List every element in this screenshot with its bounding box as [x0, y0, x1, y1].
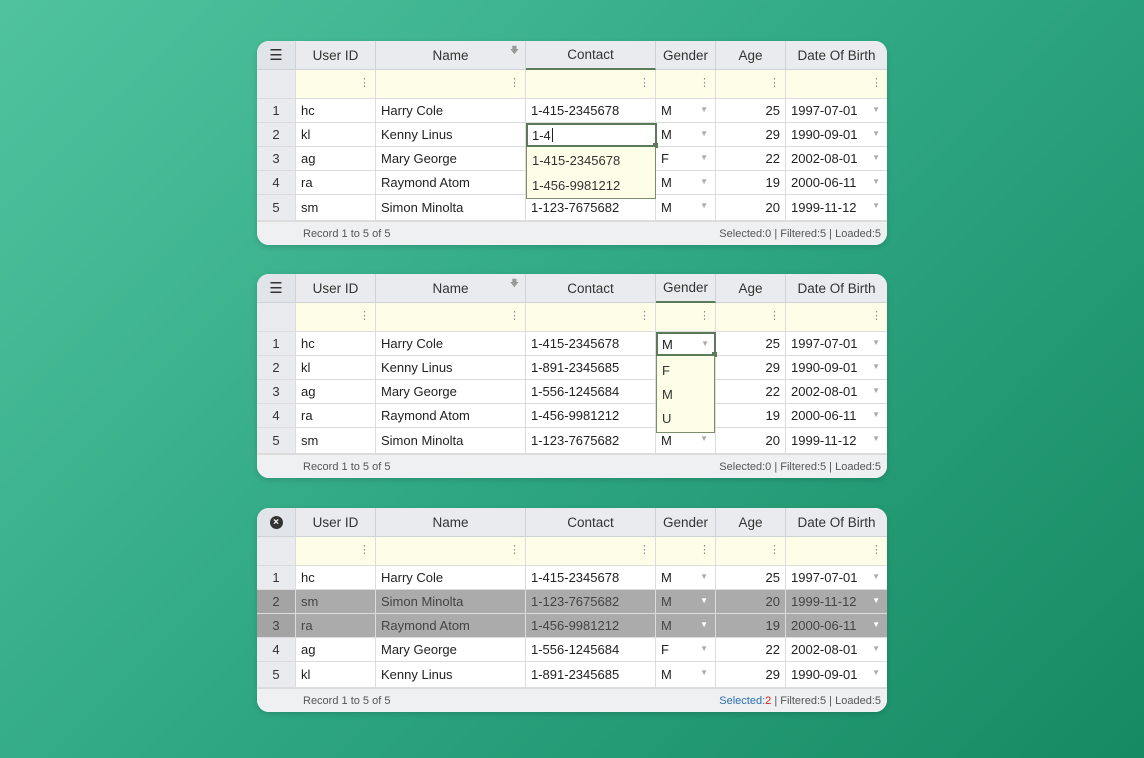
cell-user-id[interactable]: sm	[296, 590, 376, 614]
cell-value: 1997-07-01	[791, 103, 858, 118]
dropdown-arrow-icon[interactable]: ▼	[700, 572, 708, 581]
cell-value: M	[661, 570, 672, 585]
cell-age[interactable]: 22	[716, 147, 786, 171]
gender-cell-editor[interactable]	[656, 332, 716, 356]
cell-value: M	[661, 667, 672, 682]
cell-age[interactable]: 20	[716, 590, 786, 614]
cell-user-id[interactable]: sm	[296, 195, 376, 221]
editor-value: 1-4	[532, 127, 551, 143]
cell-gender[interactable]	[656, 147, 716, 171]
dropdown-arrow-icon[interactable]: ▼	[872, 362, 880, 371]
cell-date-of-birth[interactable]	[786, 566, 887, 590]
filter-user-id[interactable]	[296, 303, 376, 332]
dropdown-arrow-icon[interactable]: ▼	[872, 105, 880, 114]
contact-cell-editor[interactable]	[526, 123, 657, 147]
cell-gender[interactable]	[656, 99, 716, 123]
row-number[interactable]: 1	[257, 332, 296, 356]
row-number[interactable]: 4	[257, 171, 296, 195]
cell-value: 2002-08-01	[791, 642, 858, 657]
filter-menu-icon[interactable]: ⋮	[359, 544, 370, 556]
dropdown-arrow-icon[interactable]: ▼	[700, 153, 708, 162]
column-header-name[interactable]	[376, 274, 526, 303]
filter-menu-icon[interactable]: ⋮	[509, 77, 520, 89]
selected-count: Selected:0	[719, 461, 772, 473]
gender-options-list	[656, 356, 715, 433]
gender-option[interactable]: U	[662, 410, 672, 426]
cell-age[interactable]: 20	[716, 195, 786, 221]
record-count: Record 1 to 5 of 5	[303, 228, 391, 240]
loaded-count: Loaded:5	[835, 461, 881, 473]
column-header-date-of-birth[interactable]: Date Of Birth	[786, 274, 887, 303]
cell-value: M	[661, 103, 672, 118]
dropdown-arrow-icon[interactable]: ▼	[701, 339, 709, 348]
cell-user-id[interactable]: kl	[296, 662, 376, 688]
hamburger-menu-icon[interactable]: ☰	[269, 47, 283, 64]
cell-date-of-birth[interactable]	[786, 614, 887, 638]
header-row	[257, 508, 887, 537]
selected-count: Selected:0	[719, 228, 772, 240]
cell-gender[interactable]	[656, 171, 716, 195]
filter-menu-icon[interactable]: ⋮	[699, 77, 710, 89]
cell-user-id[interactable]: ag	[296, 147, 376, 171]
filter-menu-icon[interactable]: ⋮	[871, 310, 882, 322]
column-header-label: Name	[432, 280, 469, 296]
selected-label: Selected:	[719, 695, 766, 707]
record-count: Record 1 to 5 of 5	[303, 695, 391, 707]
cell-gender[interactable]	[656, 662, 716, 688]
row-number[interactable]: 5	[257, 662, 296, 688]
cell-value: 1999-11-12	[791, 594, 857, 609]
cell-value: M	[661, 433, 672, 448]
row-number[interactable]: 5	[257, 195, 296, 221]
dropdown-arrow-icon[interactable]: ▼	[700, 434, 708, 443]
cell-value: 2002-08-01	[791, 384, 858, 399]
cell-name[interactable]: Raymond Atom	[376, 404, 526, 428]
dropdown-arrow-icon[interactable]: ▼	[700, 177, 708, 186]
dropdown-arrow-icon[interactable]: ▼	[872, 338, 880, 347]
cell-name[interactable]: Kenny Linus	[376, 356, 526, 380]
cell-name[interactable]: Mary George	[376, 147, 526, 171]
filter-gender[interactable]	[656, 70, 716, 99]
cell-value: M	[661, 618, 672, 633]
cell-gender[interactable]	[656, 590, 716, 614]
grid-menu-button[interactable]	[257, 274, 296, 303]
filter-menu-icon[interactable]: ⋮	[509, 310, 520, 322]
row-number[interactable]: 2	[257, 356, 296, 380]
autocomplete-option[interactable]: 1-456-9981212	[532, 177, 621, 193]
grid-menu-button[interactable]	[257, 41, 296, 70]
table-row[interactable]	[257, 404, 887, 428]
table-row-selected[interactable]	[257, 590, 887, 614]
table-row[interactable]	[257, 332, 887, 356]
cell-name[interactable]: Harry Cole	[376, 332, 526, 356]
row-number[interactable]: 4	[257, 638, 296, 662]
grid-2	[257, 274, 887, 478]
cell-value: 1990-09-01	[791, 360, 858, 375]
grid-stats: Selected:2 | Filtered:5 | Loaded:5	[719, 695, 881, 707]
filter-row	[257, 537, 887, 566]
cell-date-of-birth[interactable]	[786, 195, 887, 221]
cell-contact[interactable]: 1-556-1245684	[526, 380, 656, 404]
header-row	[257, 41, 887, 70]
cell-value: 2000-06-11	[791, 618, 857, 633]
cell-user-id[interactable]: ra	[296, 404, 376, 428]
column-header-age[interactable]: Age	[716, 274, 786, 303]
filter-name[interactable]	[376, 303, 526, 332]
dropdown-arrow-icon[interactable]: ▼	[872, 668, 880, 677]
dropdown-arrow-icon[interactable]: ▼	[700, 105, 708, 114]
filter-age[interactable]	[716, 70, 786, 99]
filter-menu-icon[interactable]: ⋮	[871, 77, 882, 89]
selected-count: 2	[765, 695, 772, 707]
cell-contact[interactable]: 1-123-7675682	[526, 195, 656, 221]
grid-stats: Selected:0 | Filtered:5 | Loaded:5	[719, 228, 881, 240]
cell-age[interactable]: 25	[716, 99, 786, 123]
cell-name[interactable]: Raymond Atom	[376, 171, 526, 195]
table-row[interactable]	[257, 662, 887, 688]
cell-name[interactable]: Simon Minolta	[376, 590, 526, 614]
cell-date-of-birth[interactable]	[786, 428, 887, 454]
autocomplete-option[interactable]: 1-415-2345678	[532, 152, 621, 168]
clear-selection-button[interactable]	[257, 508, 296, 537]
filter-menu-icon[interactable]: ⋮	[871, 544, 882, 556]
filter-user-id[interactable]	[296, 537, 376, 566]
grid-3	[257, 508, 887, 712]
filter-corner	[257, 303, 296, 332]
dropdown-arrow-icon[interactable]: ▼	[872, 201, 880, 210]
cell-age[interactable]: 29	[716, 356, 786, 380]
grid-stats: Selected:0 | Filtered:5 | Loaded:5	[719, 461, 881, 473]
column-header-date-of-birth[interactable]: Date Of Birth	[786, 41, 887, 70]
dropdown-arrow-icon[interactable]: ▼	[700, 620, 708, 629]
cell-age[interactable]: 25	[716, 332, 786, 356]
cell-user-id[interactable]: hc	[296, 99, 376, 123]
column-header-gender[interactable]: Gender	[656, 508, 716, 537]
cell-name[interactable]: Raymond Atom	[376, 614, 526, 638]
filter-corner	[257, 537, 296, 566]
filter-menu-icon[interactable]: ⋮	[769, 310, 780, 322]
row-number[interactable]: 2	[257, 590, 296, 614]
loaded-count: Loaded:5	[835, 228, 881, 240]
row-number[interactable]: 1	[257, 99, 296, 123]
column-header-age[interactable]: Age	[716, 508, 786, 537]
filter-name[interactable]	[376, 537, 526, 566]
row-number[interactable]: 1	[257, 566, 296, 590]
column-header-label: Name	[432, 47, 469, 63]
column-header-user-id[interactable]: User ID	[296, 41, 376, 70]
cell-name[interactable]: Mary George	[376, 380, 526, 404]
row-number[interactable]: 2	[257, 123, 296, 147]
dropdown-arrow-icon[interactable]: ▼	[872, 572, 880, 581]
filter-contact[interactable]	[526, 303, 656, 332]
cell-age[interactable]: 19	[716, 404, 786, 428]
filter-user-id[interactable]	[296, 70, 376, 99]
column-header-contact[interactable]: Contact	[526, 274, 656, 303]
column-header-user-id[interactable]: User ID	[296, 508, 376, 537]
cell-name[interactable]: Simon Minolta	[376, 428, 526, 454]
filter-menu-icon[interactable]: ⋮	[509, 544, 520, 556]
cell-age[interactable]: 29	[716, 123, 786, 147]
record-count: Record 1 to 5 of 5	[303, 461, 391, 473]
cell-contact[interactable]: 1-123-7675682	[526, 428, 656, 454]
dropdown-arrow-icon[interactable]: ▼	[872, 386, 880, 395]
cell-value: 2000-06-11	[791, 408, 857, 423]
filter-menu-icon[interactable]: ⋮	[769, 77, 780, 89]
grid-footer	[257, 454, 887, 478]
filter-menu-icon[interactable]: ⋮	[359, 77, 370, 89]
column-header-date-of-birth[interactable]: Date Of Birth	[786, 508, 887, 537]
cell-user-id[interactable]: kl	[296, 123, 376, 147]
row-number[interactable]: 5	[257, 428, 296, 454]
filter-age[interactable]	[716, 537, 786, 566]
cell-age[interactable]: 19	[716, 171, 786, 195]
row-number[interactable]: 3	[257, 614, 296, 638]
filter-contact[interactable]	[526, 537, 656, 566]
cell-contact[interactable]: 1-891-2345685	[526, 356, 656, 380]
dropdown-arrow-icon[interactable]: ▼	[872, 177, 880, 186]
row-number[interactable]: 4	[257, 404, 296, 428]
dropdown-arrow-icon[interactable]: ▼	[700, 644, 708, 653]
loaded-count: Loaded:5	[835, 695, 881, 707]
column-header-name[interactable]	[376, 41, 526, 70]
cell-name[interactable]: Harry Cole	[376, 99, 526, 123]
filter-gender[interactable]	[656, 537, 716, 566]
cell-user-id[interactable]: sm	[296, 428, 376, 454]
table-row[interactable]	[257, 99, 887, 123]
table-row-selected[interactable]	[257, 614, 887, 638]
dropdown-arrow-icon[interactable]: ▼	[700, 596, 708, 605]
cell-date-of-birth[interactable]	[786, 404, 887, 428]
filter-menu-icon[interactable]: ⋮	[699, 310, 710, 322]
cell-value: 1990-09-01	[791, 127, 858, 142]
filter-gender[interactable]	[656, 303, 716, 332]
column-header-contact[interactable]: Contact	[526, 41, 656, 70]
cell-age[interactable]: 29	[716, 662, 786, 688]
cell-value: M	[661, 594, 672, 609]
table-row[interactable]	[257, 566, 887, 590]
table-row[interactable]	[257, 380, 887, 404]
cell-contact[interactable]: 1-415-2345678	[526, 332, 656, 356]
grid-footer	[257, 221, 887, 245]
cell-value: M	[661, 175, 672, 190]
hamburger-menu-icon[interactable]: ☰	[269, 280, 283, 297]
filter-menu-icon[interactable]: ⋮	[699, 544, 710, 556]
filter-row	[257, 303, 887, 332]
cell-date-of-birth[interactable]	[786, 123, 887, 147]
column-header-contact[interactable]: Contact	[526, 508, 656, 537]
cell-gender[interactable]	[656, 123, 716, 147]
column-header-gender[interactable]: Gender	[656, 41, 716, 70]
cell-contact[interactable]: 1-456-9981212	[526, 404, 656, 428]
editor-value: M	[662, 336, 673, 352]
cell-name[interactable]: Kenny Linus	[376, 123, 526, 147]
cell-user-id[interactable]: ra	[296, 171, 376, 195]
filter-name[interactable]	[376, 70, 526, 99]
filter-menu-icon[interactable]: ⋮	[359, 310, 370, 322]
column-header-user-id[interactable]: User ID	[296, 274, 376, 303]
cell-contact[interactable]: 1-456-9981212	[526, 614, 656, 638]
cell-value: 2002-08-01	[791, 151, 858, 166]
cell-value: 1999-11-12	[791, 433, 857, 448]
filter-date-of-birth[interactable]	[786, 303, 887, 332]
cell-contact[interactable]: 1-123-7675682	[526, 590, 656, 614]
cell-user-id[interactable]: hc	[296, 332, 376, 356]
cell-user-id[interactable]: ra	[296, 614, 376, 638]
dropdown-arrow-icon[interactable]: ▼	[872, 153, 880, 162]
gender-option[interactable]: M	[662, 386, 673, 402]
row-number[interactable]: 3	[257, 380, 296, 404]
cell-date-of-birth[interactable]	[786, 380, 887, 404]
row-number[interactable]: 3	[257, 147, 296, 171]
dropdown-arrow-icon[interactable]: ▼	[872, 129, 880, 138]
cell-age[interactable]: 22	[716, 638, 786, 662]
filter-corner	[257, 70, 296, 99]
close-circle-icon[interactable]: ×	[270, 516, 283, 529]
filter-date-of-birth[interactable]	[786, 537, 887, 566]
cell-name[interactable]: Harry Cole	[376, 566, 526, 590]
grid-1	[257, 41, 887, 245]
filter-menu-icon[interactable]: ⋮	[769, 544, 780, 556]
cell-user-id[interactable]: hc	[296, 566, 376, 590]
cell-value: 2000-06-11	[791, 175, 857, 190]
cell-gender[interactable]	[656, 614, 716, 638]
dropdown-arrow-icon[interactable]: ▼	[872, 596, 880, 605]
cell-name[interactable]: Simon Minolta	[376, 195, 526, 221]
table-row[interactable]	[257, 638, 887, 662]
cell-value: M	[661, 200, 672, 215]
filter-row	[257, 70, 887, 99]
cell-value: 1997-07-01	[791, 570, 858, 585]
cell-date-of-birth[interactable]	[786, 147, 887, 171]
filter-menu-icon[interactable]: ⋮	[639, 544, 650, 556]
dropdown-arrow-icon[interactable]: ▼	[872, 620, 880, 629]
cell-contact[interactable]: 1-415-2345678	[526, 566, 656, 590]
dropdown-arrow-icon[interactable]: ▼	[872, 410, 880, 419]
cell-user-id[interactable]: kl	[296, 356, 376, 380]
cell-value: M	[661, 127, 672, 142]
cell-contact[interactable]: 1-415-2345678	[526, 99, 656, 123]
filter-menu-icon[interactable]: ⋮	[639, 310, 650, 322]
cell-date-of-birth[interactable]	[786, 590, 887, 614]
cell-date-of-birth[interactable]	[786, 99, 887, 123]
cell-user-id[interactable]: ag	[296, 380, 376, 404]
filter-menu-icon[interactable]: ⋮	[639, 77, 650, 89]
cell-date-of-birth[interactable]	[786, 662, 887, 688]
cell-date-of-birth[interactable]	[786, 332, 887, 356]
cell-gender[interactable]	[656, 566, 716, 590]
cell-date-of-birth[interactable]	[786, 356, 887, 380]
cell-age[interactable]: 25	[716, 566, 786, 590]
dropdown-arrow-icon[interactable]: ▼	[700, 201, 708, 210]
cell-age[interactable]: 22	[716, 380, 786, 404]
cell-date-of-birth[interactable]	[786, 638, 887, 662]
cell-gender[interactable]	[656, 638, 716, 662]
dropdown-arrow-icon[interactable]: ▼	[700, 129, 708, 138]
header-row	[257, 274, 887, 303]
table-row[interactable]	[257, 356, 887, 380]
filtered-count: Filtered:5	[780, 695, 827, 707]
cell-age[interactable]: 20	[716, 428, 786, 454]
table-row[interactable]	[257, 428, 887, 454]
filter-age[interactable]	[716, 303, 786, 332]
cell-gender[interactable]	[656, 195, 716, 221]
cell-value: F	[661, 151, 669, 166]
autocomplete-list	[526, 147, 656, 199]
dropdown-arrow-icon[interactable]: ▼	[872, 644, 880, 653]
filtered-count: Filtered:5	[780, 228, 827, 240]
filtered-count: Filtered:5	[780, 461, 827, 473]
cell-value: 1997-07-01	[791, 336, 858, 351]
cell-value: 1990-09-01	[791, 667, 858, 682]
column-header-age[interactable]: Age	[716, 41, 786, 70]
cell-date-of-birth[interactable]	[786, 171, 887, 195]
gender-option[interactable]: F	[662, 362, 670, 378]
column-header-gender[interactable]: Gender	[656, 274, 716, 303]
cell-user-id[interactable]: ag	[296, 638, 376, 662]
cell-age[interactable]: 19	[716, 614, 786, 638]
cell-value: 1999-11-12	[791, 200, 857, 215]
cell-name[interactable]: Kenny Linus	[376, 662, 526, 688]
cell-contact[interactable]: 1-891-2345685	[526, 662, 656, 688]
sort-arrow-icon[interactable]: 🡇	[509, 278, 519, 288]
text-caret	[552, 128, 553, 142]
filter-date-of-birth[interactable]	[786, 70, 887, 99]
sort-arrow-icon[interactable]: 🡇	[509, 45, 519, 55]
cell-name[interactable]: Mary George	[376, 638, 526, 662]
grid-footer	[257, 688, 887, 712]
filter-contact[interactable]	[526, 70, 656, 99]
dropdown-arrow-icon[interactable]: ▼	[872, 434, 880, 443]
cell-contact[interactable]: 1-556-1245684	[526, 638, 656, 662]
dropdown-arrow-icon[interactable]: ▼	[700, 668, 708, 677]
column-header-name[interactable]: Name	[376, 508, 526, 537]
cell-value: F	[661, 642, 669, 657]
